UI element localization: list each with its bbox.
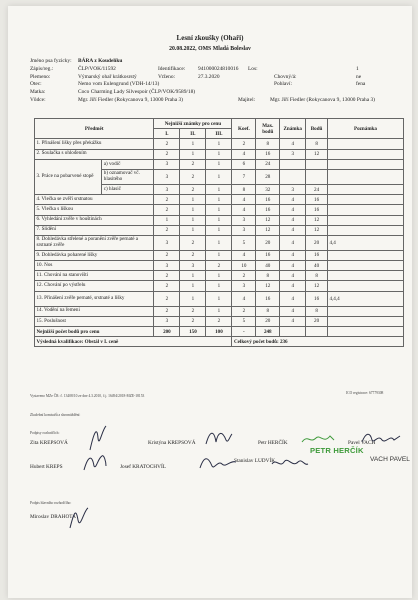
row-note bbox=[327, 149, 403, 159]
row-points: 8 bbox=[306, 139, 328, 149]
row-grade: 4 bbox=[280, 306, 306, 316]
row-koef: 4 bbox=[232, 205, 256, 215]
row-c2: 1 bbox=[180, 225, 206, 235]
row-c2: 2 bbox=[180, 250, 206, 260]
total-c1: 200 bbox=[154, 327, 180, 337]
header-lowest: Nejnižší známky pro cenu bbox=[154, 119, 232, 129]
row-subject: 12. Chování po výstřelu bbox=[35, 281, 154, 291]
total-grade bbox=[280, 327, 306, 337]
father-value: Nemo vom Eulengrund (VDH-14/13) bbox=[78, 81, 160, 88]
document-page bbox=[8, 6, 412, 598]
row-grade bbox=[280, 159, 306, 169]
result-qualification: Výsledná kvalifikace: Obstál v I. ceně bbox=[35, 337, 232, 347]
record-value: ČLP/VOK/11592 bbox=[78, 65, 116, 72]
row-max: 8 bbox=[256, 271, 280, 281]
row-max: 32 bbox=[256, 184, 280, 194]
total-note bbox=[327, 327, 403, 337]
row-c3: 1 bbox=[206, 250, 232, 260]
breed-value: Výmarský ohař krátkosrstý bbox=[78, 73, 137, 80]
footnote-note2: Podpisy rozhodčích: bbox=[30, 431, 60, 435]
ident-label: Identifikace: bbox=[158, 65, 186, 72]
row-points: 12 bbox=[306, 149, 328, 159]
row-subject: 4. Vlečka se zvěří srstnatou bbox=[35, 195, 154, 205]
sex-value: fena bbox=[356, 81, 366, 88]
table-row bbox=[35, 250, 404, 260]
row-max: 16 bbox=[256, 195, 280, 205]
row-grade: 4 bbox=[280, 225, 306, 235]
row-c3: 1 bbox=[206, 205, 232, 215]
row-note bbox=[327, 306, 403, 316]
row-note bbox=[327, 195, 403, 205]
father-label: Otec: bbox=[30, 81, 42, 88]
row-grade bbox=[280, 169, 306, 184]
row-points bbox=[306, 169, 328, 184]
row-c1: 3 bbox=[154, 261, 180, 271]
row-note: 4,4 bbox=[327, 235, 403, 250]
judge-petr-hercik: Petr HERČÍK bbox=[258, 440, 288, 446]
row-grade: 4 bbox=[280, 139, 306, 149]
row-subject: 14. Vodění na řemeni bbox=[35, 306, 154, 316]
row-koef: 10 bbox=[232, 261, 256, 271]
row-c2: 2 bbox=[180, 306, 206, 316]
row-grade: 4 bbox=[280, 205, 306, 215]
row-points: 12 bbox=[306, 225, 328, 235]
row-c3: 1 bbox=[206, 169, 232, 184]
row-koef: 8 bbox=[232, 184, 256, 194]
mother-value: Coco Charming Lady Silvespoir (ČLP/VOK/9589/18) bbox=[78, 89, 196, 96]
row-points: 16 bbox=[306, 195, 328, 205]
signature-scribble-2 bbox=[204, 426, 234, 448]
row-subject: 11. Chování na stanovišti bbox=[35, 271, 154, 281]
row-koef: 5 bbox=[232, 235, 256, 250]
footnote-right: ICO registrace: 67779308 bbox=[346, 391, 384, 395]
row-koef: 2 bbox=[232, 271, 256, 281]
row-note bbox=[327, 215, 403, 225]
header-c2: II. bbox=[180, 129, 206, 139]
row-koef: 4 bbox=[232, 250, 256, 260]
row-note bbox=[327, 139, 403, 149]
row-c2: 2 bbox=[180, 159, 206, 169]
score-table bbox=[34, 118, 404, 347]
row-c2: 1 bbox=[180, 291, 206, 306]
row-koef: 3 bbox=[232, 281, 256, 291]
row-subject: 9. Dohledávka poharené lišky bbox=[35, 250, 154, 260]
row-c1: 2 bbox=[154, 205, 180, 215]
row-c3: 1 bbox=[206, 225, 232, 235]
row-points: 16 bbox=[306, 250, 328, 260]
row-points: 20 bbox=[306, 235, 328, 250]
row-note bbox=[327, 225, 403, 235]
born-value: 27.3.2020 bbox=[198, 73, 220, 80]
row-subject: 2. Šoulačka s ohlođením bbox=[35, 149, 154, 159]
signature-scribble-8 bbox=[68, 506, 90, 532]
row-grade: 4 bbox=[280, 271, 306, 281]
row-grade: 4 bbox=[280, 250, 306, 260]
row-c1: 2 bbox=[154, 250, 180, 260]
row-points: 16 bbox=[306, 205, 328, 215]
row-note: 4,4,4 bbox=[327, 291, 403, 306]
row-max: 40 bbox=[256, 261, 280, 271]
row-c1: 2 bbox=[154, 139, 180, 149]
lot-label: Los: bbox=[248, 65, 258, 72]
table-row bbox=[35, 225, 404, 235]
row-points: 8 bbox=[306, 271, 328, 281]
row-c2: 3 bbox=[180, 261, 206, 271]
row-c1: 2 bbox=[154, 149, 180, 159]
row-koef: 6 bbox=[232, 159, 256, 169]
total-max: 248 bbox=[256, 327, 280, 337]
row-grade: 4 bbox=[280, 215, 306, 225]
handler-label: Vůdce: bbox=[30, 96, 46, 103]
row-c2: 1 bbox=[180, 215, 206, 225]
row-koef: 4 bbox=[232, 149, 256, 159]
table-row bbox=[35, 306, 404, 316]
row-note bbox=[327, 159, 403, 169]
table-row bbox=[35, 281, 404, 291]
row-note bbox=[327, 205, 403, 215]
dog-name-label: Jméno psa fyzicky: bbox=[30, 58, 72, 64]
judge-hubert-kreps: Hubert KREPS bbox=[30, 464, 63, 470]
total-label: Nejnižší počet bodů pro cenu bbox=[35, 327, 154, 337]
table-row bbox=[35, 316, 404, 326]
row-c1: 3 bbox=[154, 184, 180, 194]
row-max: 8 bbox=[256, 139, 280, 149]
signature-scribble-5 bbox=[82, 450, 108, 474]
document-title: Lesní zkoušky (Ohaři) bbox=[176, 34, 244, 42]
row-points: 20 bbox=[306, 316, 328, 326]
row-c2: 1 bbox=[180, 205, 206, 215]
table-row bbox=[35, 159, 404, 169]
signature-scribble-6 bbox=[198, 454, 238, 472]
row-grade: 4 bbox=[280, 195, 306, 205]
row-points: 12 bbox=[306, 281, 328, 291]
row-note bbox=[327, 261, 403, 271]
total-koef: - bbox=[232, 327, 256, 337]
row-max: 16 bbox=[256, 250, 280, 260]
table-row bbox=[35, 291, 404, 306]
row-grade: 3 bbox=[280, 149, 306, 159]
row-c1: 2 bbox=[154, 271, 180, 281]
table-row bbox=[35, 271, 404, 281]
table-row bbox=[35, 205, 404, 215]
header-koef: Koef. bbox=[232, 119, 256, 139]
row-c2: 2 bbox=[180, 184, 206, 194]
row-note bbox=[327, 184, 403, 194]
row-koef: 5 bbox=[232, 316, 256, 326]
row-max: 12 bbox=[256, 281, 280, 291]
row-c2: 1 bbox=[180, 271, 206, 281]
judge-zita-krepsova: Zita KREPSOVÁ bbox=[30, 440, 68, 446]
signature-scribble-4 bbox=[360, 430, 402, 446]
record-label: Zápis/reg.: bbox=[30, 65, 54, 72]
row-koef: 3 bbox=[232, 225, 256, 235]
footnote-note1: Zkušební komisařů a shromáždění: bbox=[30, 413, 81, 417]
row-grade: 4 bbox=[280, 281, 306, 291]
row-c3: 1 bbox=[206, 215, 232, 225]
row-subject: 1. Přinášení lišky přes překážku bbox=[35, 139, 154, 149]
row-subject: 6. Vyhledání zvěře v houštinách bbox=[35, 215, 154, 225]
handler-value: Mgr. Jiří Fiedler (Rokycanova 9, 13000 Praha 3) bbox=[78, 96, 183, 103]
total-c3: 100 bbox=[206, 327, 232, 337]
row-max: 20 bbox=[256, 316, 280, 326]
row-c2: 1 bbox=[180, 281, 206, 291]
row-c1: 2 bbox=[154, 225, 180, 235]
row-c3: 1 bbox=[206, 184, 232, 194]
judge-kristyna-krepsova: Kristýna KREPSOVÁ bbox=[148, 440, 196, 446]
row-subject: 8. Dohledávka střelené a poranění zvěře pernaté a srstnaté zvěře bbox=[35, 235, 154, 250]
table-row bbox=[35, 195, 404, 205]
row-koef: 2 bbox=[232, 306, 256, 316]
row-note bbox=[327, 169, 403, 184]
row-note bbox=[327, 271, 403, 281]
row-grade: 4 bbox=[280, 316, 306, 326]
result-points: Celkový počet bodů: 236 bbox=[232, 337, 404, 347]
dog-name: BÁRA z Koudelíku bbox=[78, 58, 123, 64]
row-koef: 2 bbox=[232, 139, 256, 149]
total-c2: 150 bbox=[180, 327, 206, 337]
row-c3: 1 bbox=[206, 291, 232, 306]
row-grade: 4 bbox=[280, 291, 306, 306]
judge-stanislav-ludvik: Stanislav LUDVÍK bbox=[234, 458, 276, 464]
vach-stamp: VACH PAVEL bbox=[370, 456, 410, 463]
header-c1: I. bbox=[154, 129, 180, 139]
row-max: 16 bbox=[256, 205, 280, 215]
row-c1: 3 bbox=[154, 169, 180, 184]
ident-value: 941000024810016 bbox=[198, 65, 239, 72]
document-subtitle: 20.08.2022, OMS Mladá Boleslav bbox=[169, 46, 251, 52]
row-c1: 1 bbox=[154, 215, 180, 225]
row-subitem: a) vodič bbox=[102, 159, 154, 169]
row-c3: 2 bbox=[206, 316, 232, 326]
row-c1: 3 bbox=[154, 316, 180, 326]
row-subject: 3. Práce na pobarvené stopě bbox=[35, 159, 102, 194]
row-subject: 7. Slídění bbox=[35, 225, 154, 235]
born-label: Vrženo: bbox=[158, 73, 176, 80]
row-grade: 4 bbox=[280, 261, 306, 271]
row-subitem: b) oznamovač vč. hlasitého bbox=[102, 169, 154, 184]
footnote-note3: Podpis hlavního rozhodčího: bbox=[30, 501, 72, 505]
row-max: 16 bbox=[256, 291, 280, 306]
row-points: 40 bbox=[306, 261, 328, 271]
row-koef: 7 bbox=[232, 169, 256, 184]
row-c1: 2 bbox=[154, 291, 180, 306]
header-subject: Předmět bbox=[35, 119, 154, 139]
row-note bbox=[327, 281, 403, 291]
row-points: 24 bbox=[306, 184, 328, 194]
row-c1: 2 bbox=[154, 195, 180, 205]
breed-label: Plemeno: bbox=[30, 73, 51, 80]
table-row bbox=[35, 235, 404, 250]
row-max: 16 bbox=[256, 149, 280, 159]
row-subject: 15. Poslušnost bbox=[35, 316, 154, 326]
row-koef: 4 bbox=[232, 291, 256, 306]
row-subitem: c) hlasič bbox=[102, 184, 154, 194]
signature-scribble-7 bbox=[270, 454, 310, 472]
header-grade: Známka bbox=[280, 119, 306, 139]
header-note: Poznámka bbox=[327, 119, 403, 139]
row-max: 8 bbox=[256, 306, 280, 316]
row-c2: 2 bbox=[180, 169, 206, 184]
signature-scribble-3 bbox=[300, 432, 336, 446]
dog-info bbox=[30, 58, 402, 105]
table-row bbox=[35, 139, 404, 149]
row-points: 12 bbox=[306, 215, 328, 225]
row-c3: 1 bbox=[206, 235, 232, 250]
row-max: 28 bbox=[256, 169, 280, 184]
row-c2: 2 bbox=[180, 235, 206, 250]
row-subject: 5. Vlečka s liškou bbox=[35, 205, 154, 215]
total-points bbox=[306, 327, 328, 337]
row-c3: 1 bbox=[206, 149, 232, 159]
judge-miroslav-drahota: Miroslav DRAHOTA bbox=[30, 514, 76, 520]
breeder-value: ne bbox=[356, 73, 362, 80]
row-koef: 4 bbox=[232, 195, 256, 205]
header-points: Bodů bbox=[306, 119, 328, 139]
row-max: 12 bbox=[256, 215, 280, 225]
mother-label: Matka: bbox=[30, 89, 46, 96]
row-c1: 2 bbox=[154, 306, 180, 316]
row-grade: 4 bbox=[280, 235, 306, 250]
row-note bbox=[327, 316, 403, 326]
judge-josef-kratochvil: Josef KRATOCHVÍL bbox=[120, 464, 166, 470]
row-subject: 10. Nos bbox=[35, 261, 154, 271]
row-c3: 1 bbox=[206, 195, 232, 205]
footnote-left: Vystaveno MZe ČR: č. 13408/10 ze dne 4.3.2010, č.j. 16494/2018-MZE-18153 bbox=[30, 394, 145, 398]
row-max: 12 bbox=[256, 225, 280, 235]
row-c2: 2 bbox=[180, 316, 206, 326]
row-c3: 1 bbox=[206, 281, 232, 291]
sex-label: Pohlaví: bbox=[274, 81, 292, 88]
row-c2: 1 bbox=[180, 149, 206, 159]
table-row bbox=[35, 215, 404, 225]
row-max: 24 bbox=[256, 159, 280, 169]
green-stamp: PETR HERČÍK bbox=[310, 446, 364, 455]
row-max: 20 bbox=[256, 235, 280, 250]
row-koef: 3 bbox=[232, 215, 256, 225]
row-grade: 3 bbox=[280, 184, 306, 194]
row-points: 16 bbox=[306, 291, 328, 306]
row-c3: 2 bbox=[206, 261, 232, 271]
row-points bbox=[306, 159, 328, 169]
row-c1: 3 bbox=[154, 159, 180, 169]
row-c3: 1 bbox=[206, 271, 232, 281]
row-c1: 2 bbox=[154, 281, 180, 291]
owner-label: Majitel: bbox=[238, 96, 256, 103]
table-row bbox=[35, 261, 404, 271]
header-c3: III. bbox=[206, 129, 232, 139]
row-subject: 13. Přinášení zvěře pernaté, srstnaté a lišky bbox=[35, 291, 154, 306]
row-c3: 1 bbox=[206, 306, 232, 316]
row-c2: 1 bbox=[180, 139, 206, 149]
row-c1: 3 bbox=[154, 235, 180, 250]
lot-value: 1 bbox=[356, 65, 359, 72]
row-c2: 1 bbox=[180, 195, 206, 205]
owner-value: Mgr. Jiří Fiedler (Rokycanova 9, 13000 Praha 3) bbox=[270, 96, 375, 103]
row-note bbox=[327, 250, 403, 260]
judge-pavel-vach: Pavel VACH bbox=[348, 440, 376, 446]
table-row bbox=[35, 149, 404, 159]
header-max: Max. bodů bbox=[256, 119, 280, 139]
row-c3: 1 bbox=[206, 159, 232, 169]
row-c3: 1 bbox=[206, 139, 232, 149]
breeder-label: Chovný/á: bbox=[274, 73, 297, 80]
row-points: 8 bbox=[306, 306, 328, 316]
